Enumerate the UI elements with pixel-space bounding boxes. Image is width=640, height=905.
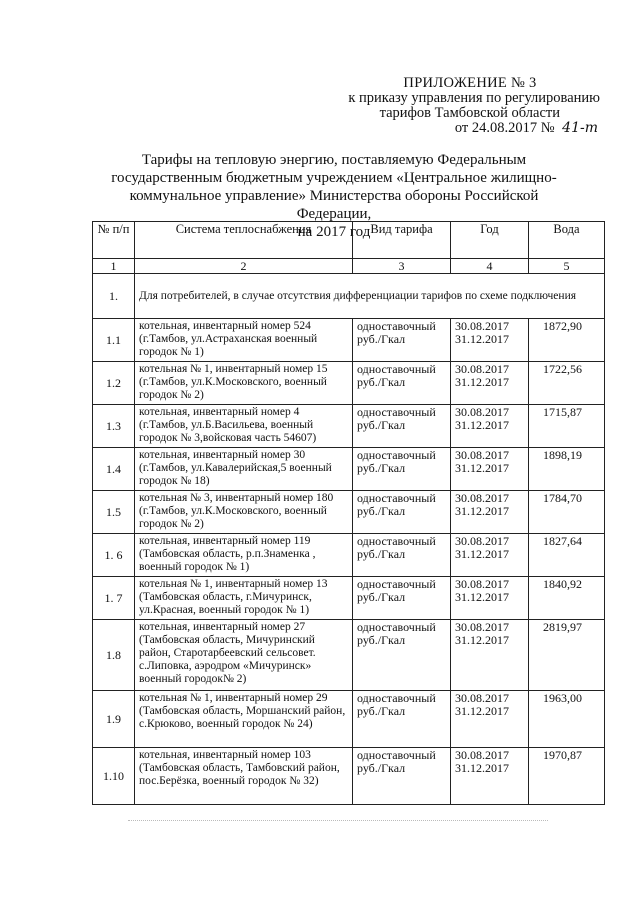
row-number: 1.9 [93,691,135,748]
table-row [93,577,605,620]
tariff-type: одноставочный руб./Гкал [353,748,451,805]
tariff-period: 30.08.2017 31.12.2017 [451,491,529,534]
column-number: 2 [135,259,353,274]
column-header-water: Вода [529,222,605,259]
heating-system: котельная, инвентарный номер 4 (г.Тамбов, ул.Б.Васильева, военный городок № 3,войсковая часть 54607) [135,405,353,448]
heating-system: котельная, инвентарный номер 103 (Тамбовская область, Тамбовский район, пос.Берёзка, военный городок № 32) [135,748,353,805]
heating-system: котельная, инвентарный номер 27 (Тамбовская область, Мичуринский район, Старотарбеевский сельсовет. с.Липовка, аэродром «Мичуринск» военный городок№ 2) [135,620,353,691]
water-tariff-value: 1784,70 [529,491,605,534]
water-tariff-value: 1827,64 [529,534,605,577]
tariff-type: одноставочный руб./Гкал [353,319,451,362]
heating-system: котельная, инвентарный номер 524 (г.Тамбов, ул.Астраханская военный городок № 1) [135,319,353,362]
title-line-4: на 2017 год [297,224,371,240]
column-number: 4 [451,259,529,274]
table-row [93,362,605,405]
appendix-header [300,76,600,136]
tariff-type: одноставочный руб./Гкал [353,448,451,491]
heating-system: котельная № 1, инвентарный номер 13 (Тамбовская область, г.Мичуринск, ул.Красная, военный городок № 1) [135,577,353,620]
tariff-period: 30.08.2017 31.12.2017 [451,405,529,448]
tariff-period: 30.08.2017 31.12.2017 [451,577,529,620]
table-row [93,405,605,448]
title-line-2: государственным бюджетным учреждением «Центральное жилищно- [111,170,557,186]
row-number: 1. 7 [93,577,135,620]
tariff-type: одноставочный руб./Гкал [353,534,451,577]
tariff-type: одноставочный руб./Гкал [353,620,451,691]
water-tariff-value: 1872,90 [529,319,605,362]
row-number: 1. 6 [93,534,135,577]
water-tariff-value: 1722,56 [529,362,605,405]
table-row [93,534,605,577]
heating-system: котельная № 1, инвентарный номер 29 (Тамбовская область, Моршанский район, с.Крюково, военный городок № 24) [135,691,353,748]
table-row [93,620,605,691]
water-tariff-value: 1840,92 [529,577,605,620]
appendix-date: от 24.08.2017 № [454,120,555,136]
heating-system: котельная, инвентарный номер 119 (Тамбовская область, р.п.Знаменка , военный городок № 1) [135,534,353,577]
heating-system: котельная, инвентарный номер 30 (г.Тамбов, ул.Кавалерийская,5 военный городок № 18) [135,448,353,491]
column-number: 5 [529,259,605,274]
appendix-date-line [300,121,600,136]
column-number: 1 [93,259,135,274]
appendix-line-1: к приказу управления по регулированию [348,90,600,106]
column-header-system: Система теплоснабжения [135,222,353,259]
title-line-3: коммунальное управление» Министерства обороны Российской Федерации, [129,188,539,222]
table-row [93,448,605,491]
tariff-type: одноставочный руб./Гкал [353,491,451,534]
tariff-period: 30.08.2017 31.12.2017 [451,319,529,362]
tariff-period: 30.08.2017 31.12.2017 [451,620,529,691]
tariff-table [92,221,605,805]
column-header-tariff-type: Вид тарифа [353,222,451,259]
group-number: 1. [93,274,135,319]
row-number: 1.1 [93,319,135,362]
table-row [93,691,605,748]
table-header-row [93,222,605,259]
tariff-type: одноставочный руб./Гкал [353,362,451,405]
water-tariff-value: 2819,97 [529,620,605,691]
tariff-type: одноставочный руб./Гкал [353,691,451,748]
tariff-period: 30.08.2017 31.12.2017 [451,534,529,577]
column-header-year: Год [451,222,529,259]
handwritten-order-number: 41-т [562,120,598,136]
water-tariff-value: 1898,19 [529,448,605,491]
column-number: 3 [353,259,451,274]
tariff-period: 30.08.2017 31.12.2017 [451,691,529,748]
tariff-period: 30.08.2017 31.12.2017 [451,448,529,491]
group-row [93,274,605,319]
appendix-line-2: тарифов Тамбовской области [379,105,560,121]
heating-system: котельная № 1, инвентарный номер 15 (г.Тамбов, ул.К.Московского, военный городок № 2) [135,362,353,405]
row-number: 1.8 [93,620,135,691]
table-row [93,491,605,534]
appendix-title: ПРИЛОЖЕНИЕ № 3 [403,75,537,91]
tariff-type: одноставочный руб./Гкал [353,405,451,448]
water-tariff-value: 1970,87 [529,748,605,805]
row-number: 1.3 [93,405,135,448]
heating-system: котельная № 3, инвентарный номер 180 (г.Тамбов, ул.К.Московского, военный городок № 2) [135,491,353,534]
tariff-period: 30.08.2017 31.12.2017 [451,748,529,805]
column-header-no: № п/п [93,222,135,259]
tariff-period: 30.08.2017 31.12.2017 [451,362,529,405]
column-number-row [93,259,605,274]
scan-artifact-line [128,820,548,821]
group-description: Для потребителей, в случае отсутствия дифференциации тарифов по схеме подключения [135,274,605,319]
table-row [93,319,605,362]
water-tariff-value: 1963,00 [529,691,605,748]
row-number: 1.2 [93,362,135,405]
tariff-type: одноставочный руб./Гкал [353,577,451,620]
row-number: 1.5 [93,491,135,534]
table-row [93,748,605,805]
title-line-1: Тарифы на тепловую энергию, поставляемую Федеральным [141,152,527,168]
row-number: 1.10 [93,748,135,805]
row-number: 1.4 [93,448,135,491]
water-tariff-value: 1715,87 [529,405,605,448]
